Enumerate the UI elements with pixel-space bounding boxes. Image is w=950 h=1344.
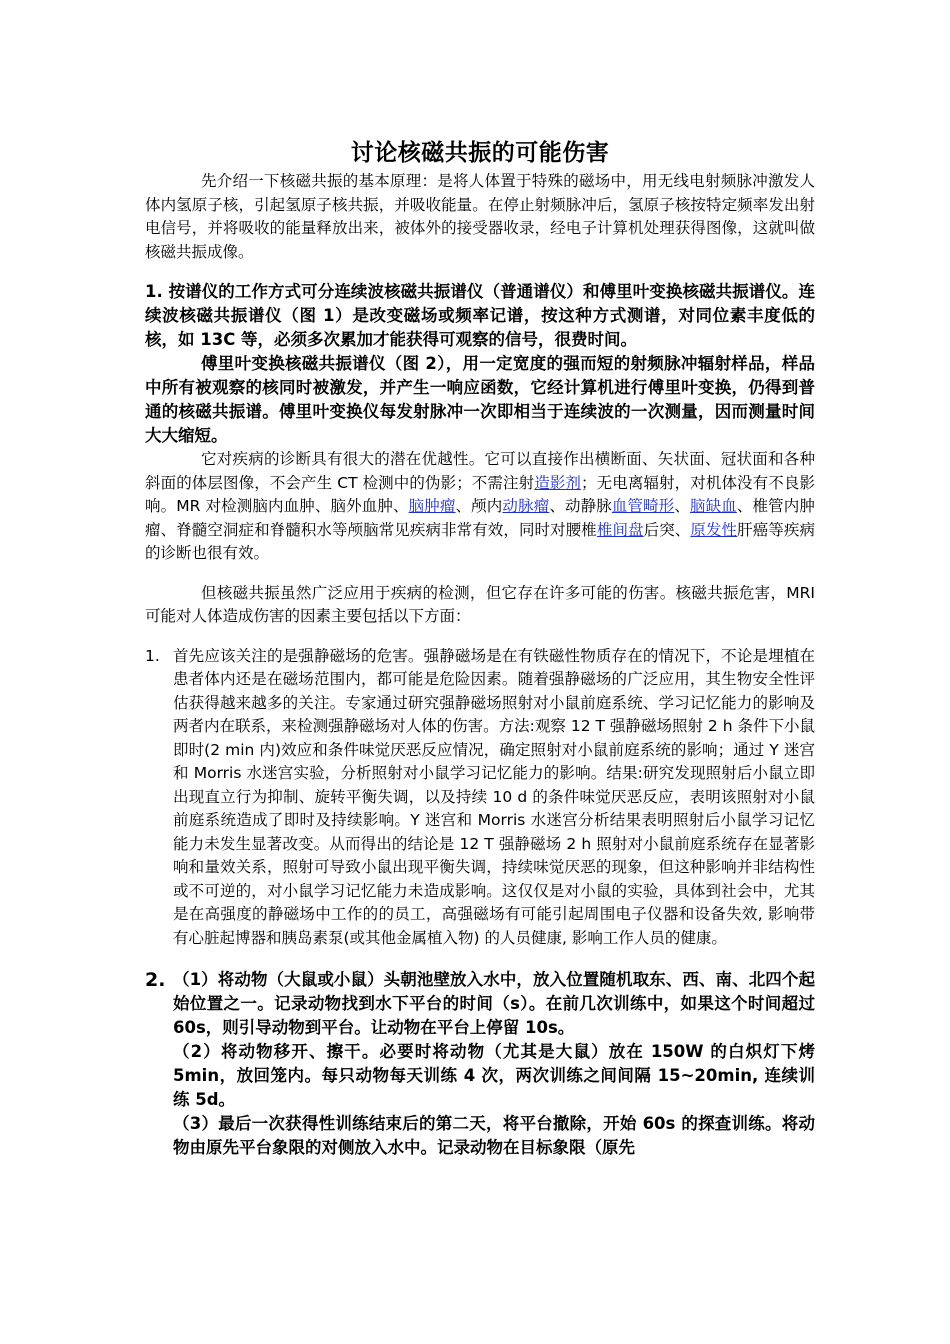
adv-text-5: 、 — [674, 497, 691, 515]
adv-text-4: 、动静脉 — [549, 497, 612, 515]
list-item-1-number: 1. — [145, 646, 160, 665]
list-item-1 — [145, 645, 815, 951]
link-primary[interactable]: 原发性 — [690, 520, 738, 539]
adv-text-3: 、颅内 — [455, 497, 503, 515]
page-title: 讨论核磁共振的可能伤害 — [350, 140, 610, 166]
adv-text-2: ；无电离辐射，对机体没有不良影响。MR 对检测脑内血肿、脑外血肿、 — [145, 473, 815, 515]
list-item-2 — [145, 968, 815, 1160]
harm-intro-paragraph: 但核磁共振虽然广泛应用于疾病的检测，但它存在许多可能的伤害。核磁共振危害，MRI 可能对人体造成伤害的因素主要包括以下方面： — [145, 583, 815, 625]
list-item-2-step-1: （1）将动物（大鼠或小鼠）头朝池壁放入水中，放入位置随机取东、西、南、北四个起始位置之一。记录动物找到水下平台的时间（s）。在前几次训练中，如果这个时间超过 60s，则引导动物到平台。让动物在平台上停留 10s。 — [173, 970, 815, 1037]
list-item-2-number: 2. — [145, 969, 166, 991]
adv-text-7: 后突、 — [643, 520, 691, 539]
link-aneurysm[interactable]: 动脉瘤 — [502, 497, 550, 515]
document-body — [145, 138, 815, 1160]
adv-text-6: 、椎管内肿瘤、脊髓空洞症和脊髓积水等颅脑常见疾病非常有效，同时对腰椎 — [145, 497, 815, 539]
adv-text-1: 它对疾病的诊断具有很大的潜在优越性。它可以直接作出横断面、矢状面、冠状面和各种斜面的体层图像，不会产生 CT 检测中的伪影；不需注射 — [145, 450, 815, 492]
list-item-1-text: 首先应该关注的是强静磁场的危害。强静磁场是在有铁磁性物质存在的情况下，不论是埋植在患者体内还是在磁场范围内，都可能是危险因素。随着强静磁场的广泛应用，其生物安全性评估获得越来越多的关注。专家通过研究强静磁场照射对小鼠前庭系统、学习记忆能力的影响及两者内在联系，来检测强静磁场对人体的伤害。方法:观察 12 T 强静磁场照射 2 h 条件下小鼠即时(2 min 内)效应和条件味觉厌恶反应情况，确定照射对小鼠前庭系统的影响；通过 Y 迷宫和 Morris 水迷宫实验，分析照射对小鼠学习记忆能力的影响。结果:研究发现照射后小鼠立即出现直立行为抑制、旋转平衡失调，以及持续 10 d 的条件味觉厌恶反应，表明该照射对小鼠前庭系统造成了即时及持续影响。Y 迷宫和 Morris 水迷宫分析结果表明照射后小鼠学习记忆能力未发生显著改变。从而得出的结论是 12 T 强静磁场 2 h 照射对小鼠前庭系统存在显著影响和量效关系，照射可导致小鼠出现平衡失调，持续味觉厌恶的现象，但这种影响并非结构性或不可逆的，对小鼠学习记忆能力未造成影响。这仅仅是对小鼠的实验，具体到社会中，尤其是在高强度的静磁场中工作的的员工，高强磁场有可能引起周围电子仪器和设备失效, 影响带有心脏起博器和胰岛素泵(或其他金属植入物) 的人员健康, 影响工作人员的健康。 — [173, 646, 815, 947]
list-item-2-step-3: （3）最后一次获得性训练结束后的第二天，将平台撤除，开始 60s 的探查训练。将动物由原先平台象限的对侧放入水中。记录动物在目标象限（原先 — [173, 1114, 815, 1157]
list-item-2-step-2: （2）将动物移开、擦干。必要时将动物（尤其是大鼠）放在 150W 的白炽灯下烤 5min，放回笼内。每只动物每天训练 4 次，两次训练之间间隔 15~20min, 连续训练 5d。 — [173, 1042, 815, 1109]
advantages-paragraph — [145, 448, 815, 566]
intro-paragraph: 先介绍一下核磁共振的基本原理：是将人体置于特殊的磁场中，用无线电射频脉冲激发人体内氢原子核，引起氢原子核共振，并吸收能量。在停止射频脉冲后，氢原子核按特定频率发出射电信号，并将吸收的能量释放出来，被体外的接受器收录，经电子计算机处理获得图像，这就叫做核磁共振成像。 — [145, 172, 815, 261]
link-intervertebral-disc[interactable]: 椎间盘 — [596, 520, 644, 539]
section1-paragraph-b: 傅里叶变换核磁共振谱仪（图 2），用一定宽度的强而短的射频脉冲辐射样品，样品中所有被观察的核同时被激发，并产生一响应函数，它经计算机进行傅里叶变换，仍得到普通的核磁共振谱。傅里叶变换仪每发射脉冲一次即相当于连续波的一次测量，因而测量时间大大缩短。 — [145, 354, 815, 445]
link-contrast-agent[interactable]: 造影剂 — [534, 473, 582, 492]
adv-text-8: 肝癌等疾病的诊断也很有效。 — [145, 520, 815, 562]
link-brain-tumor[interactable]: 脑肿瘤 — [408, 497, 456, 515]
link-cerebral-ischemia[interactable]: 脑缺血 — [690, 497, 737, 515]
section1-paragraph-a: 1. 按谱仪的工作方式可分连续波核磁共振谱仪（普通谱仪）和傅里叶变换核磁共振谱仪。连续波核磁共振谱仪（图 1）是改变磁场或频率记谱，按这种方式测谱，对同位素丰度低的核，如 13C 等，必须多次累加才能获得可观察的信号，很费时间。 — [145, 282, 815, 349]
link-vascular-malformation[interactable]: 血管畸形 — [611, 497, 675, 515]
